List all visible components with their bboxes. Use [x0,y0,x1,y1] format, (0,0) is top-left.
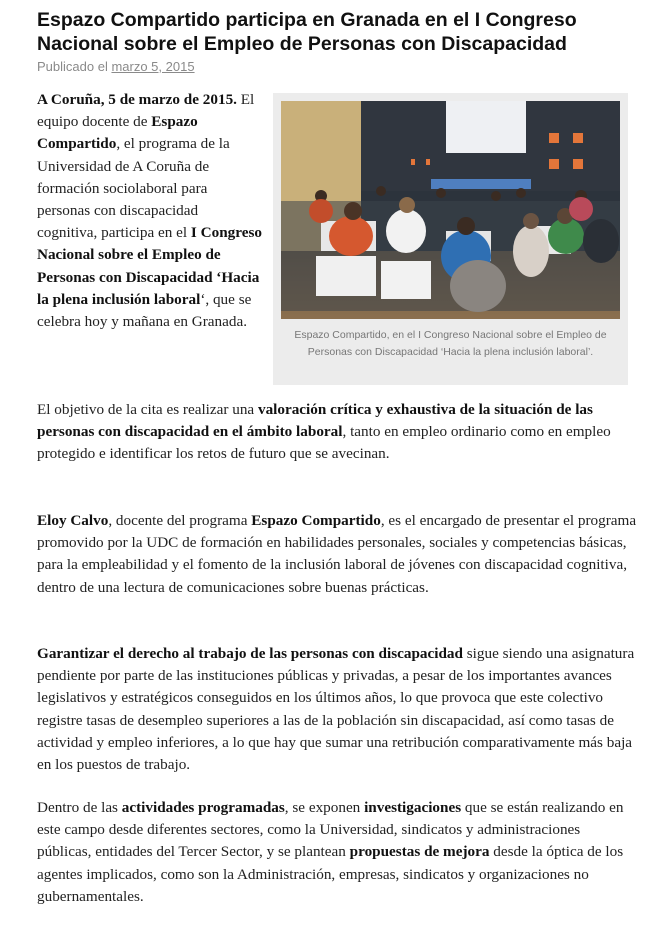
conference-photo[interactable] [281,101,620,319]
p2-text-2: , es el encargado de presentar el programa promovido por la UDC de formación en habilidades personales, sociales y competencias básicas, para la empleabilidad y el fomento de la inclusión laboral de jóvenes con discapacidad cognitiva, dentro de una lectura de comunicaciones sobre buenas prácticas. [37,512,637,596]
p4-text-2: , se exponen [284,799,365,816]
p1-text-2: , tanto en empleo ordinario como en empleo protegido e identificar los retos de futuro que se avecinan. [37,423,611,463]
paragraph-activities [37,797,637,908]
p4-bold-3: propuestas de mejora [349,843,490,861]
p3-text-1: sigue siendo una asignatura pendiente por parte de las instituciones públicas y privadas, a pesar de los importantes avances legislativos y estratégicos conseguidos en los últimos años, lo que provoca que este colectivo registre tasas de desempleo superiores a las de la población sin discapacidad, así como tasas de actividad y empleo inferiores, a lo que hay que sumar una retribución comparativamente más baja en los puestos de trabajo. [37,645,635,774]
p4-text-4: desde la óptica de los agentes implicados, como son la Administración, empresas, sindicatos y organizaciones no gubernamentales. [37,843,624,905]
p2-text-1: , docente del programa [108,512,252,529]
paragraph-objective [37,399,637,466]
p2-bold-2: Espazo Compartido [251,512,381,529]
published-date-link[interactable]: marzo 5, 2015 [111,59,195,74]
intro-text-3: ‘, que se celebra hoy y mañana en Granada. [37,290,252,331]
paragraph-right-to-work [37,643,637,776]
dateline: A Coruña, 5 de marzo de 2015. [37,91,237,108]
article-figure [273,93,628,385]
article-meta [37,59,195,74]
photo-caption: Espazo Compartido, en el I Congreso Nacional sobre el Empleo de Personas con Discapacidad ‘Hacia la plena inclusión laboral’. [294,329,607,358]
p3-bold-1: Garantizar el derecho al trabajo de las personas con discapacidad [37,645,463,662]
published-label: Publicado el [37,59,108,74]
article-title: Espazo Compartido participa en Granada en el I Congreso Nacional sobre el Empleo de Personas con Discapacidad [37,9,577,55]
intro-paragraph [37,89,262,333]
p1-text-1: El objetivo de la cita es realizar una [37,401,258,418]
p1-bold-1: valoración crítica y exhaustiva de la situación de las personas con discapacidad en el ámbito laboral [37,401,593,441]
intro-bold-2: I Congreso Nacional sobre el Empleo de Personas con Discapacidad ‘Hacia la plena inclusión laboral [37,224,262,308]
intro-text-2: , el programa de la Universidad de A Coruña de formación sociolaboral para personas con discapacidad cognitiva, participa en el [37,135,230,242]
intro-bold-1: Espazo Compartido [37,113,198,153]
p4-bold-1: actividades programadas [121,799,285,816]
p2-bold-1: Eloy Calvo [37,512,109,529]
paragraph-eloy-calvo [37,510,637,599]
p4-text-1: Dentro de las [37,799,122,816]
p4-bold-2: investigaciones [364,799,462,816]
p4-text-3: que se están realizando en este campo desde diferentes sectores, como la Universidad, sindicatos y administraciones públicas, entidades del Tercer Sector, y se plantean [37,799,624,861]
intro-text-1: El equipo docente de [37,91,255,131]
